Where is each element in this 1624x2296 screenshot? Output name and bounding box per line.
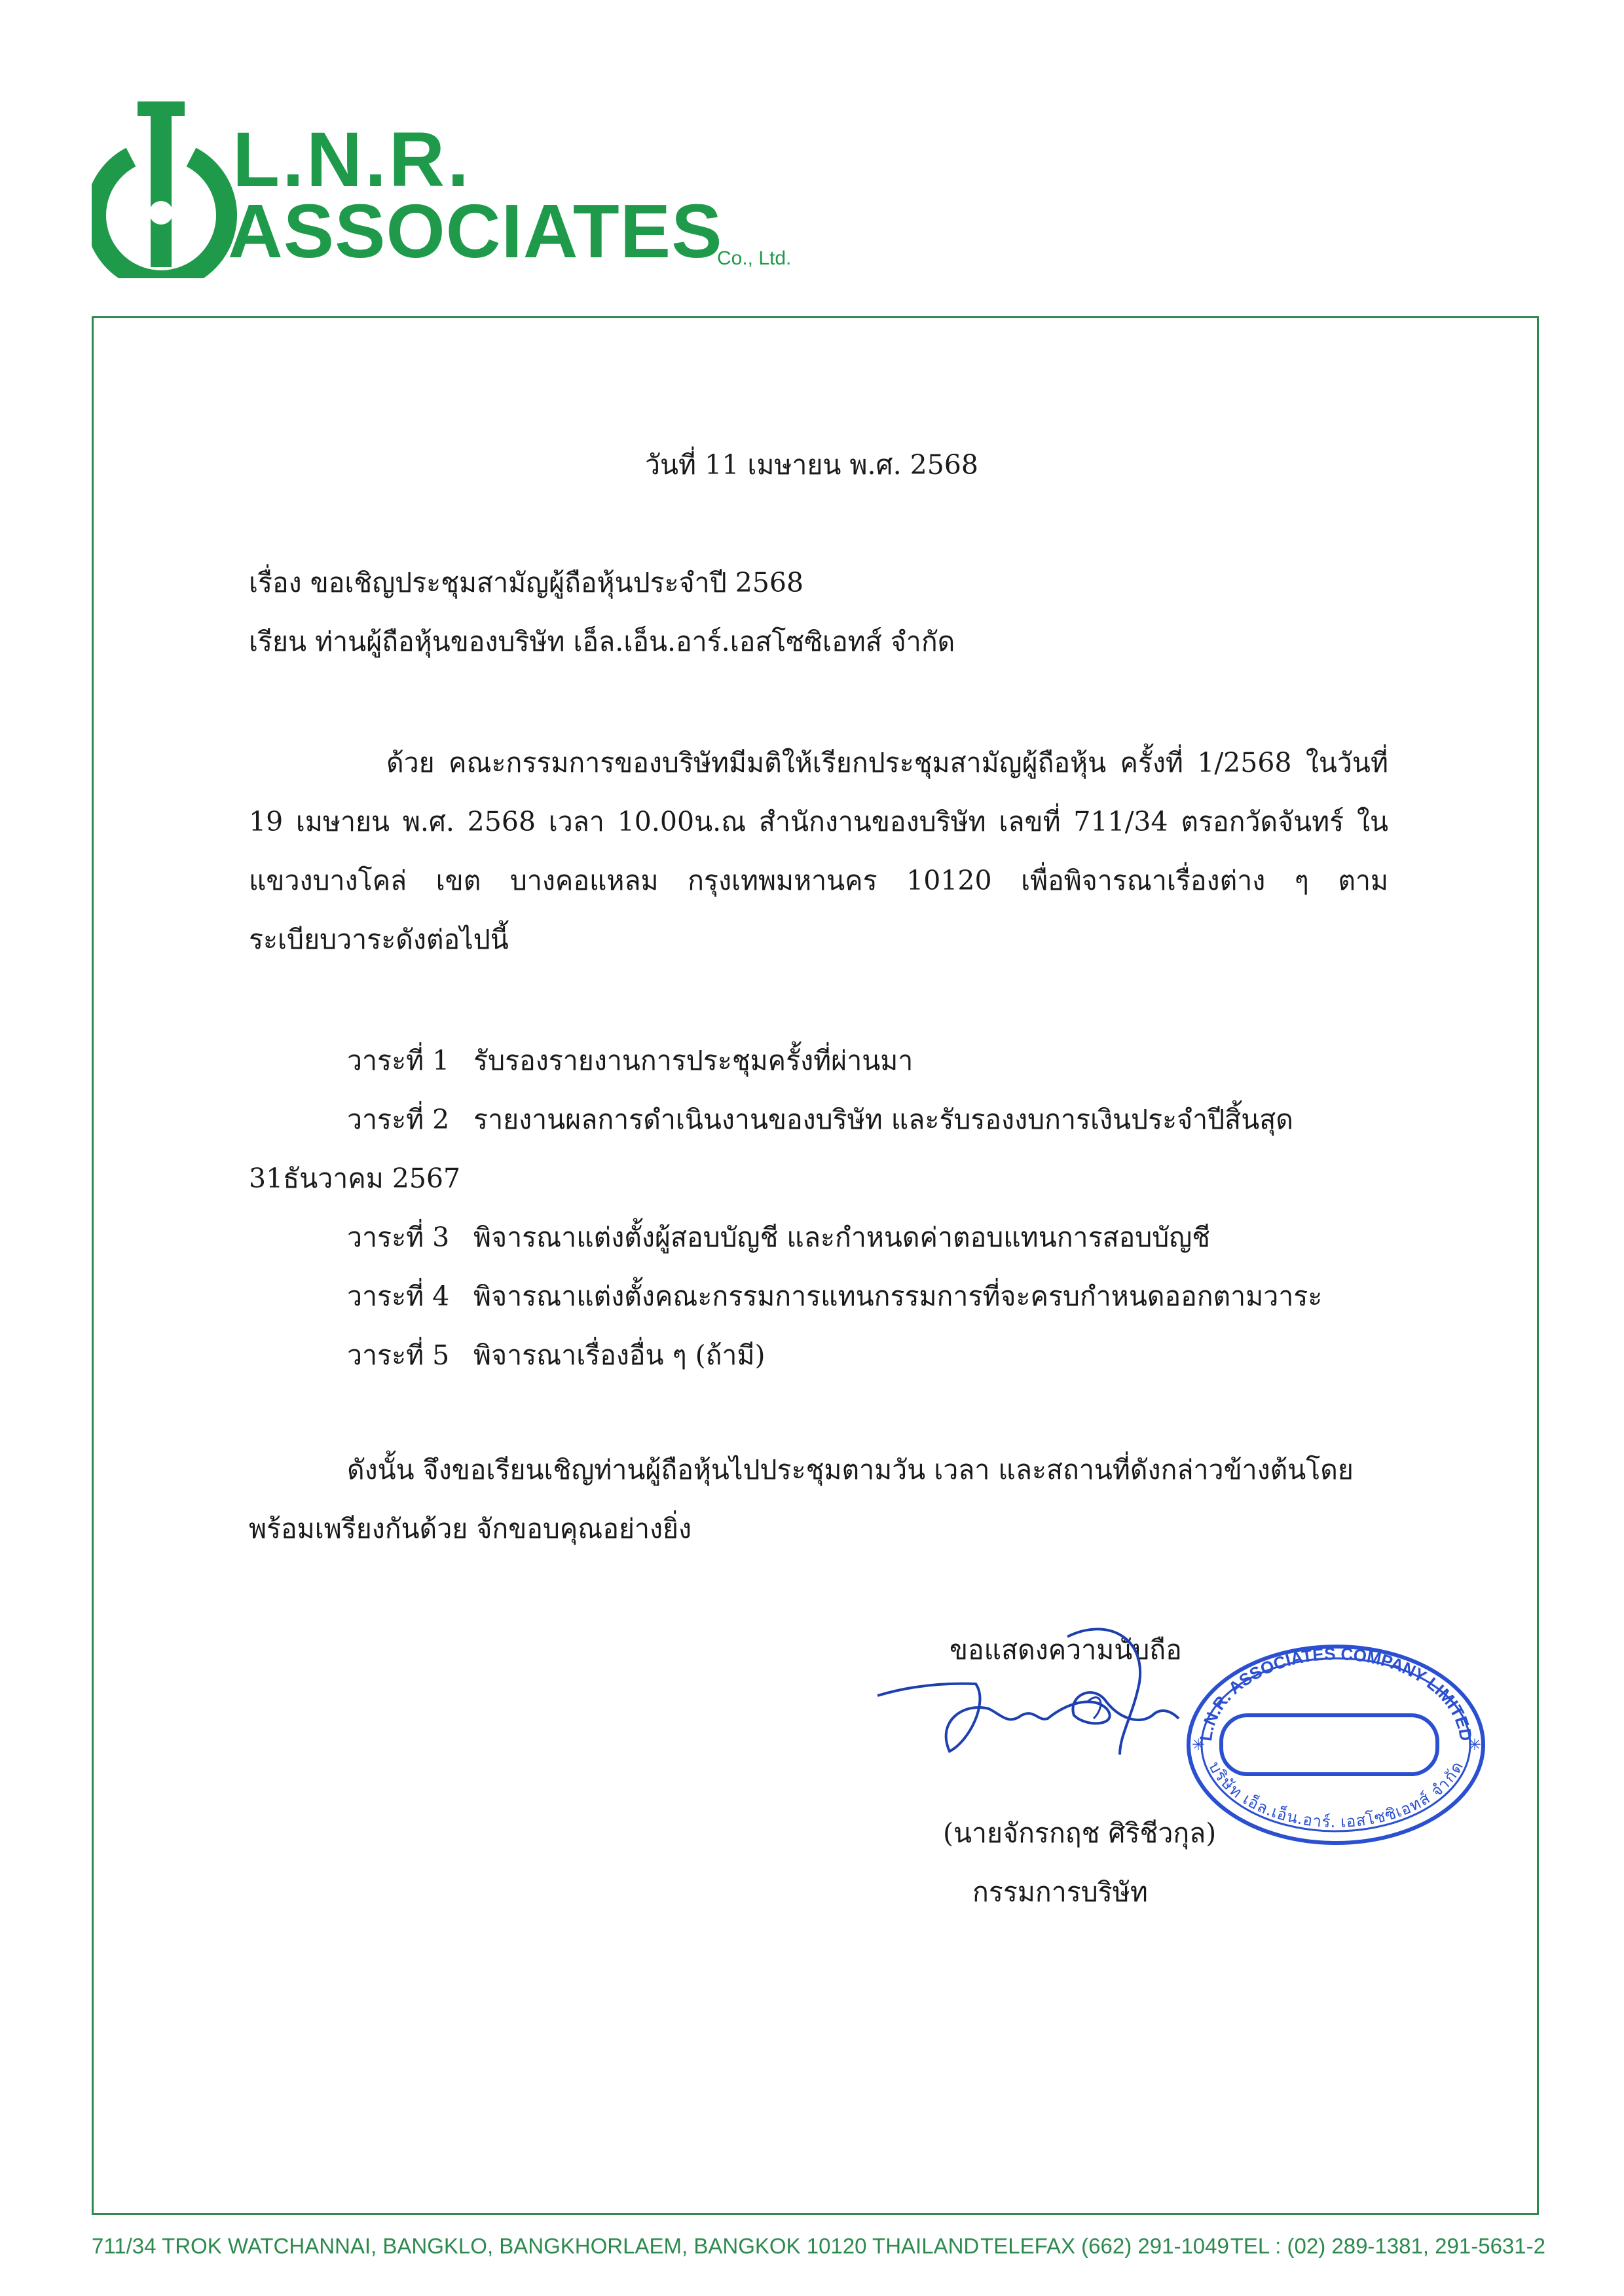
footer-contact [92,2234,1545,2259]
agenda-item-continuation [249,1165,460,1192]
footer-tel: TEL : (02) 289-1381, 291-5631-2 [1230,2234,1545,2258]
company-seal-icon [1172,1633,1500,1850]
footer-address: 711/34 TROK WATCHANNAI, BANGKLO, BANGKHORLAEM, BANGKOK 10120 THAILAND [92,2234,980,2258]
logo-line-2: ASSOCIATES [228,189,723,274]
letter-closing: ดังนั้น จึงขอเรียนเชิญท่านผู้ถือหุ้นไปประชุมตามวัน เวลา และสถานที่ดังกล่าวข้างต้นโดยพร้อมเพรียงกันด้วย จักขอบคุณอย่างยิ่ง [249,1454,1354,1544]
agenda-text: 31ธันวาคม 2567 [249,1163,461,1194]
svg-text:บริษัท เอ็ล.เอ็น.อาร์. เอสโซซิ: บริษัท เอ็ล.เอ็น.อาร์. เอสโซซิเอทส์ จำกัด [1205,1758,1467,1832]
signer-position: กรรมการบริษัท [972,1876,1148,1908]
letter-subject: เรื่อง ขอเชิญประชุมสามัญผู้ถือหุ้นประจำปี 2568 [249,567,804,598]
agenda-number: วาระที่ 1 [347,1045,450,1076]
footer-telefax: TELEFAX (662) 291-1049 [980,2234,1229,2258]
letter-date: วันที่ 11 เมษายน พ.ศ. 2568 [645,449,978,481]
signer-name: (นายจักรกฤช ศิริชีวกุล) [943,1817,1217,1849]
letter-recipient: เรียน ท่านผู้ถือหุ้นของบริษัท เอ็ล.เอ็น.อาร์.เอสโซซิเอทส์ จำกัด [249,626,955,657]
logo-suffix: Co., Ltd. [717,247,792,269]
agenda-text: รายงานผลการดำเนินงานของบริษัท และรับรองงบการเงินประจำปีสิ้นสุด [473,1104,1293,1135]
company-logo [92,95,812,285]
agenda-item [347,1283,1322,1310]
letter-body: ด้วย คณะกรรมการของบริษัทมีมติให้เรียกประชุมสามัญผู้ถือหุ้น ครั้งที่ 1/2568 ในวันที่ 19 เมษายน พ.ศ. 2568 เวลา 10.00น.ณ สำนักงานของบริษัท เลขที่ 711/34 ตรอกวัดจันทร์ ใน แขวงบางโคล่ เขต บางคอแหลม กรุงเทพมหานคร 10120 เพื่อพิจารณาเรื่องต่าง ๆ ตาม ระเบียบวาระดังต่อไปนี้ [249,747,1388,955]
agenda-text: พิจารณาเรื่องอื่น ๆ (ถ้ามี) [473,1339,766,1371]
agenda-number: วาระที่ 4 [347,1281,450,1312]
letter-signoff: ขอแสดงความนับถือ [950,1634,1182,1666]
company-seal [1172,1633,1500,1850]
agenda-text: รับรองรายงานการประชุมครั้งที่ผ่านมา [473,1045,913,1076]
agenda-number: วาระที่ 2 [347,1104,450,1135]
agenda-number: วาระที่ 5 [347,1339,450,1371]
agenda-item [347,1224,1210,1251]
agenda-number: วาระที่ 3 [347,1222,450,1253]
agenda-item [347,1339,766,1371]
svg-text:L.N.R. ASSOCIATES COMPANY LIMI: L.N.R. ASSOCIATES COMPANY LIMITED [1196,1643,1477,1743]
agenda-item [347,1106,1293,1133]
agenda-item [347,1045,913,1076]
svg-text:✳: ✳ [1191,1736,1206,1754]
agenda-text: พิจารณาแต่งตั้งคณะกรรมการแทนกรรมการที่จะครบกำหนดออกตามวาระ [473,1281,1323,1312]
page-border [92,316,1539,2215]
logo-line-1: L.N.R. [232,117,471,203]
svg-text:✳: ✳ [1467,1736,1482,1754]
agenda-text: พิจารณาแต่งตั้งผู้สอบบัญชี และกำหนดค่าตอบแทนการสอบบัญชี [473,1222,1211,1253]
lnr-logo-mark-icon [92,101,242,278]
